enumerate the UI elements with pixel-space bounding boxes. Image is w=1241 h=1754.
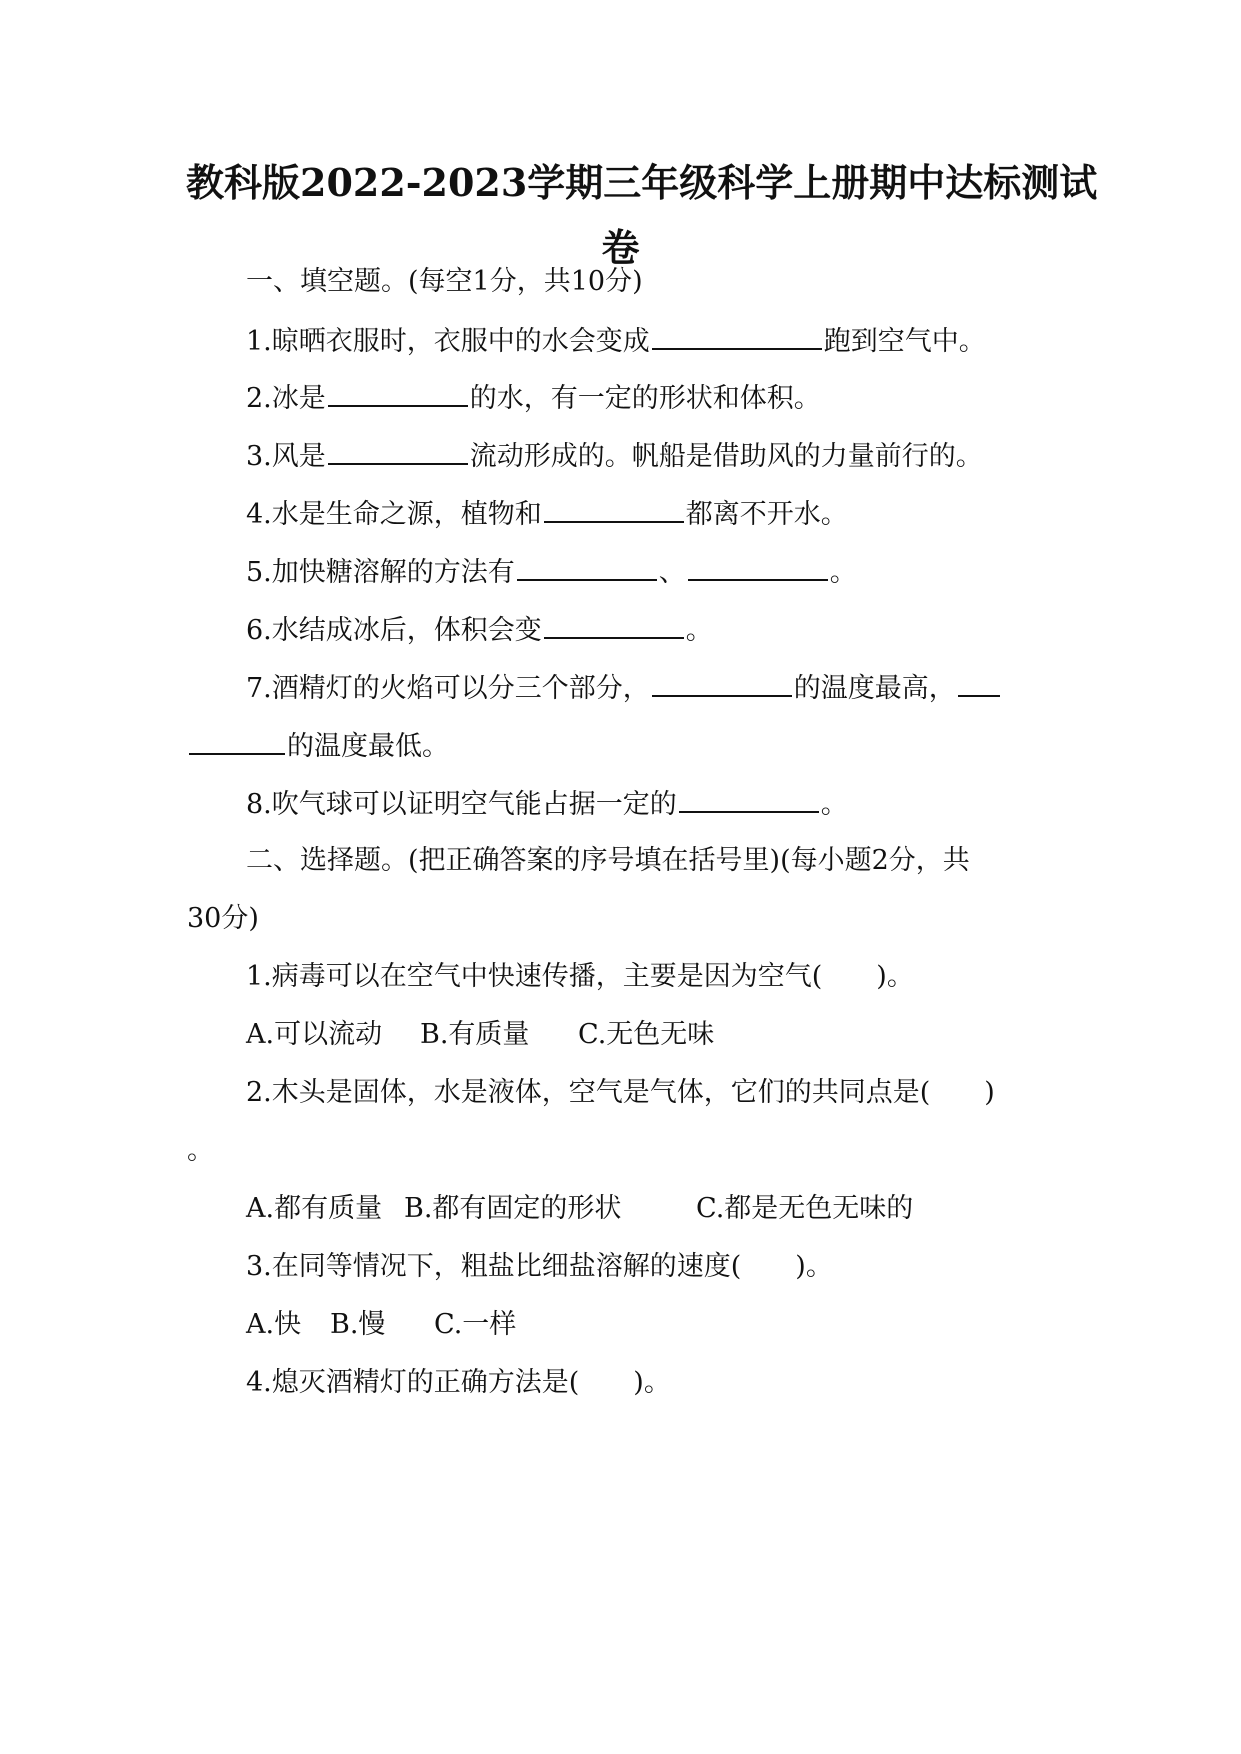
- exam-title: 教科版2022-2023学期三年级科学上册期中达标测试: [186, 160, 1098, 205]
- question-text: 的温度最高，: [793, 673, 956, 704]
- question-text: 6.水结成冰后，体积会变: [246, 615, 542, 646]
- question-text: 7.酒精灯的火焰可以分三个部分，: [246, 673, 650, 704]
- answer-blank[interactable]: [958, 667, 1000, 697]
- option-b[interactable]: B.慢: [330, 1309, 386, 1340]
- question-text: 。: [820, 789, 848, 820]
- fill-question-8: [246, 783, 848, 825]
- fill-question-5: [246, 551, 857, 593]
- section2-heading: 二、选择题。(把正确答案的序号填在括号里)(每小题2分，共: [246, 845, 970, 876]
- choice-question-1: 1.病毒可以在空气中快速传播，主要是因为空气( )。: [246, 961, 914, 992]
- question-text: 都离不开水。: [685, 499, 848, 530]
- separator: 、: [658, 557, 686, 588]
- choice-question-2: 2.木头是固体，水是液体，空气是气体，它们的共同点是( ): [246, 1077, 995, 1108]
- question-text: 8.吹气球可以证明空气能占据一定的: [246, 789, 677, 820]
- fill-question-4: [246, 493, 848, 535]
- option-a[interactable]: A.快: [246, 1309, 302, 1340]
- question-text: 4.水是生命之源，植物和: [246, 499, 542, 530]
- question-text: 5.加快糖溶解的方法有: [246, 557, 515, 588]
- choice-question-3: 3.在同等情况下，粗盐比细盐溶解的速度( )。: [246, 1251, 833, 1282]
- exam-title-continuation: 卷: [601, 225, 640, 270]
- question-text: 的水，有一定的形状和体积。: [469, 383, 821, 414]
- question-text: 跑到空气中。: [823, 326, 986, 357]
- answer-blank[interactable]: [679, 783, 819, 813]
- option-a[interactable]: A.都有质量: [246, 1193, 383, 1224]
- fill-question-7: [246, 667, 1002, 709]
- question-text: 的温度最低。: [287, 731, 449, 762]
- question-text: 。: [685, 615, 713, 646]
- fill-question-7-continuation: [187, 725, 449, 767]
- fill-question-2: [246, 377, 821, 419]
- answer-blank[interactable]: [544, 493, 684, 523]
- answer-blank[interactable]: [652, 320, 822, 350]
- option-c[interactable]: C.无色无味: [578, 1019, 715, 1050]
- answer-blank[interactable]: [652, 667, 792, 697]
- fill-question-1: [246, 320, 986, 362]
- question-text: 2.冰是: [246, 383, 326, 414]
- answer-blank[interactable]: [688, 551, 828, 581]
- answer-blank[interactable]: [328, 435, 468, 465]
- question-text: 1.晾晒衣服时，衣服中的水会变成: [246, 326, 650, 357]
- question-text: 流动形成的。帆船是借助风的力量前行的。: [469, 441, 983, 472]
- question-text: 。: [829, 557, 857, 588]
- option-b[interactable]: B.有质量: [420, 1019, 530, 1050]
- answer-blank[interactable]: [517, 551, 657, 581]
- answer-blank[interactable]: [328, 377, 468, 407]
- option-c[interactable]: C.一样: [434, 1309, 517, 1340]
- option-b[interactable]: B.都有固定的形状: [404, 1193, 622, 1224]
- answer-blank[interactable]: [544, 609, 684, 639]
- fill-question-3: [246, 435, 983, 477]
- choice-options-3: [246, 1305, 516, 1345]
- choice-question-4: 4.熄灭酒精灯的正确方法是( )。: [246, 1367, 671, 1398]
- option-a[interactable]: A.可以流动: [246, 1019, 383, 1050]
- question-text: 3.风是: [246, 441, 326, 472]
- section1-heading: 一、填空题。(每空1分，共10分): [246, 266, 643, 297]
- option-c[interactable]: C.都是无色无味的: [696, 1193, 914, 1224]
- fill-question-6: [246, 609, 713, 651]
- section2-heading-continuation: 30分): [187, 903, 259, 934]
- choice-question-2-continuation: 。: [187, 1135, 214, 1166]
- choice-options-1: [246, 1015, 714, 1055]
- choice-options-2: [246, 1189, 913, 1229]
- answer-blank[interactable]: [189, 725, 285, 755]
